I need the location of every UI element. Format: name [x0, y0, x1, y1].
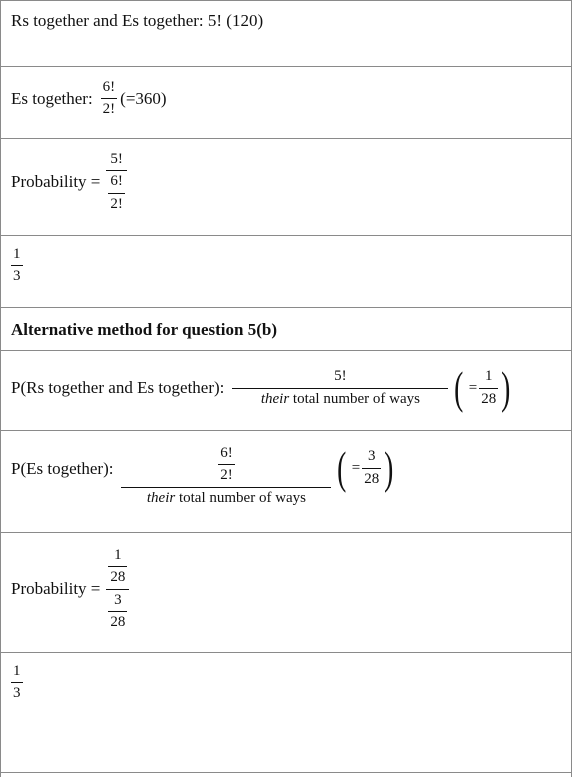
ways-fraction [121, 445, 331, 507]
row-probability [1, 138, 571, 235]
inner-denominator: 2! [220, 467, 233, 484]
inner-bar [218, 464, 235, 465]
their-word: their [260, 390, 290, 407]
equals-sign: = [468, 379, 478, 396]
top-fraction [108, 547, 127, 587]
fraction-denominator [259, 391, 422, 408]
fraction-bar [11, 682, 23, 683]
section-heading: Alternative method for question 5(b) [11, 320, 277, 339]
top-denominator: 28 [110, 569, 126, 586]
bottom-denominator: 28 [110, 613, 126, 630]
inner-fraction [108, 173, 125, 213]
fraction-bar [232, 388, 448, 389]
table-bottom-border [1, 772, 571, 773]
fraction-numerator: 1 [13, 663, 21, 679]
row-answer-alt [1, 652, 571, 772]
fraction-numerator: 5! [110, 151, 123, 167]
paren-value: (=360) [120, 88, 167, 108]
top-bar [108, 566, 127, 567]
right-paren: ) [384, 442, 394, 493]
fraction-denominator [106, 173, 127, 213]
fraction-bar [101, 98, 118, 99]
row-label: Probability = [11, 579, 101, 598]
inner-bar [108, 193, 125, 194]
paren-numerator: 3 [368, 448, 376, 465]
row-answer [1, 235, 571, 307]
inner-denominator: 2! [110, 195, 123, 212]
row-label: Es together: [11, 88, 93, 108]
row-label: P(Rs together and Es together): [11, 378, 225, 397]
top-numerator: 1 [114, 547, 122, 563]
row-label: Probability = [11, 171, 101, 191]
bottom-fraction [108, 592, 127, 632]
row-es-together [1, 66, 571, 138]
row-rs-es-together [1, 0, 571, 66]
ways-text: total number of ways [292, 390, 420, 407]
row-probability-alt [1, 532, 571, 652]
paren-denominator: 28 [364, 470, 380, 487]
left-paren: ( [337, 442, 347, 493]
fraction-denominator: 2! [102, 101, 116, 118]
answer-fraction [11, 663, 23, 703]
bottom-numerator: 3 [114, 591, 122, 608]
fraction-bar [121, 487, 331, 488]
paren-fraction [362, 448, 381, 488]
paren-denominator: 28 [481, 390, 497, 407]
inner-numerator: 6! [220, 445, 233, 461]
row-label: P(Es together): [11, 459, 114, 478]
fraction-numerator: 5! [334, 368, 347, 385]
answer-fraction [11, 246, 23, 286]
fraction-numerator [106, 547, 129, 587]
fraction-bar [11, 265, 23, 266]
inner-numerator: 6! [110, 173, 123, 190]
left-paren: ( [454, 362, 464, 413]
bottom-bar [108, 611, 127, 612]
row-p-es [1, 430, 571, 532]
fraction-numerator: 6! [102, 79, 116, 95]
row-text: Rs together and Es together: 5! (120) [11, 11, 264, 30]
paren-bar [479, 388, 498, 389]
fraction-bar [106, 170, 127, 171]
row-alt-heading [1, 307, 571, 350]
fraction-numerator: 1 [13, 246, 21, 262]
fraction-denominator [106, 592, 129, 632]
paren-bar [362, 468, 381, 469]
fraction-denominator: 3 [13, 268, 21, 285]
right-paren: ) [501, 362, 511, 413]
their-word: their [146, 489, 176, 506]
ways-fraction [232, 368, 448, 408]
compound-fraction [106, 151, 127, 213]
fraction [101, 79, 118, 119]
paren-group [334, 442, 396, 493]
ways-text: total number of ways [178, 489, 307, 506]
inner-fraction [218, 445, 235, 485]
fraction-numerator [216, 445, 237, 485]
paren-numerator: 1 [484, 368, 493, 385]
fraction-denominator: 3 [13, 685, 21, 702]
row-p-rs-es [1, 350, 571, 430]
equals-sign: = [351, 459, 361, 476]
fraction-bar [106, 589, 129, 590]
compound-fraction [106, 547, 129, 631]
paren-fraction [479, 368, 498, 408]
fraction-denominator [145, 490, 308, 507]
